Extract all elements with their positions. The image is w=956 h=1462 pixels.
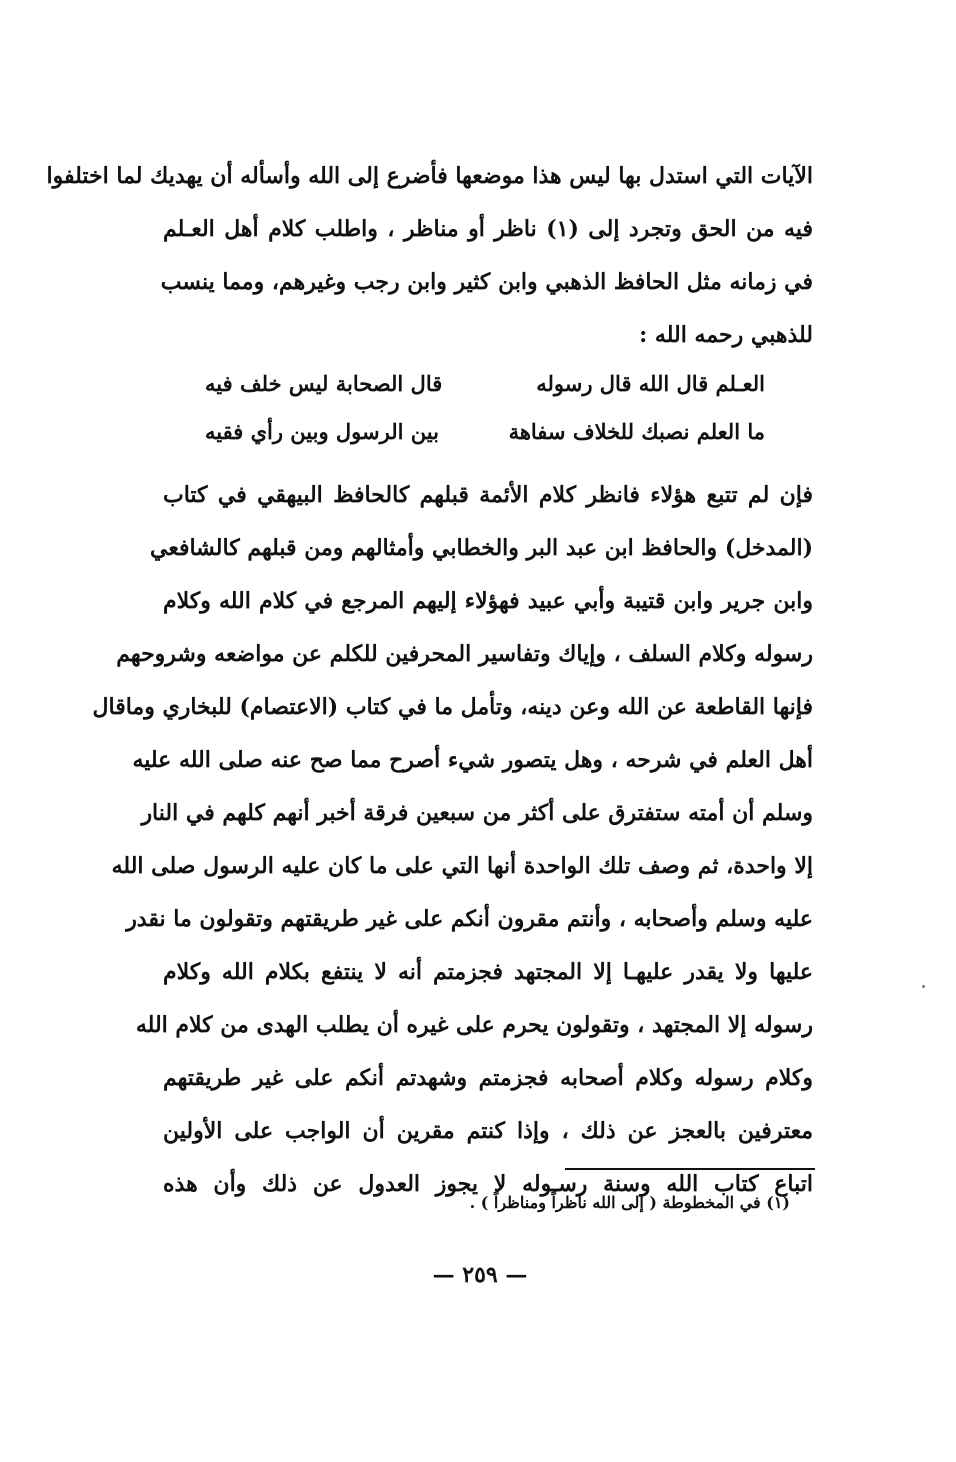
verse-first-half: ما العلم نصبك للخلاف سفاهة [508,419,765,444]
text-line: عليها ولا يقدر عليهـا إلا المجتهد فجزمتم أنه لا ينتفع بكلام الله وكلام [163,959,813,985]
footnote: (١) في المخطوطة ( إلى الله ناظراً ومناظراً ) . [469,1193,790,1212]
text-line: رسوله وكلام السلف ، وإياك وتفاسير المحرفين للكلم عن مواضعه وشروحهم [116,641,813,667]
text-line: فإن لم تتبع هؤلاء فانظر كلام الأئمة قبلهم كالحافظ البيهقي في كتاب [163,482,813,508]
text-line: إلا واحدة، ثم وصف تلك الواحدة أنها التي على ما كان عليه الرسول صلى الله [111,853,813,879]
verse-second-half: بين الرسول وبين رأي فقيه [205,419,439,444]
page-number: — ٢٥٩ — [432,1262,528,1288]
text-line: فإنها القاطعة عن الله وعن دينه، وتأمل ما في كتاب (الاعتصام) للبخاري وماقال [92,694,813,720]
text-line: اتباع كتاب الله وسنة رسـوله لا يجوز العدول عن ذلك وأن هذه [163,1171,813,1197]
text-line: وابن جرير وابن قتيبة وأبي عبيد فهؤلاء إليهم المرجع في كلام الله وكلام [163,588,813,614]
poem-verse [205,360,765,408]
text-line: أهل العلم في شرحه ، وهل يتصور شيء أصرح مما صح عنه صلى الله عليه [132,747,813,773]
text-line: في زمانه مثل الحافظ الذهبي وابن كثير وابن رجب وغيرهم، ومما ينسب [160,269,813,295]
text-line: (المدخل) والحافظ ابن عبد البر والخطابي وأمثالهم ومن قبلهم كالشافعي [150,535,813,561]
intro-paragraph [46,150,813,362]
text-line: الآيات التي استدل بها ليس هذا موضعها فأضرع إلى الله وأسأله أن يهديك لما اختلفوا [46,163,813,189]
text-line: رسوله إلا المجتهد ، وتقولون يحرم على غيره أن يطلب الهدى من كلام الله [135,1012,813,1038]
verse-second-half: قال الصحابة ليس خلف فيه [205,371,443,396]
poem-verses [205,360,765,456]
scan-speck [922,985,925,988]
text-line: معترفين بالعجز عن ذلك ، وإذا كنتم مقرين أن الواجب على الأولين [163,1118,813,1144]
main-paragraph [92,469,813,1211]
text-line: للذهبي رحمه الله : [639,322,813,348]
footnote-divider [565,1168,815,1170]
text-line: عليه وسلم وأصحابه ، وأنتم مقرون أنكم على غير طريقتهم وتقولون ما نقدر [126,906,813,932]
text-line: وسلم أن أمته ستفترق على أكثر من سبعين فرقة أخبر أنهم كلهم في النار [141,800,813,826]
poem-verse [205,408,765,456]
text-line: فيه من الحق وتجرد إلى (١) ناظر أو مناظر ، واطلب كلام أهل العـلم [163,216,813,242]
verse-first-half: العـلم قال الله قال رسوله [536,371,765,396]
text-line: وكلام رسوله وكلام أصحابه فجزمتم وشهدتم أنكم على غير طريقتهم [163,1065,813,1091]
